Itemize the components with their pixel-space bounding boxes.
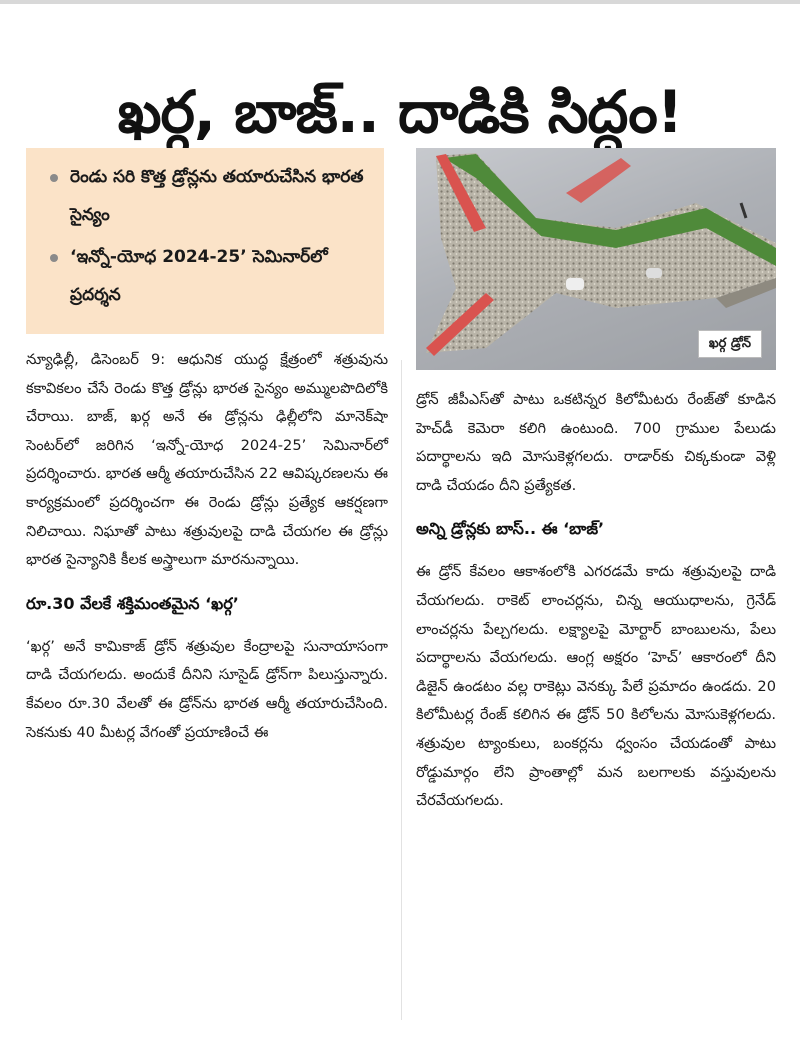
drone-photo <box>416 148 776 370</box>
summary-text: ‘ఇన్నో-యోధ 2024-25’ సెమినార్‌లో ప్రదర్శన <box>70 247 328 305</box>
subhead-baaz: అన్ని డ్రోన్లకు బాస్.. ఈ ‘బాజ్’ <box>416 519 605 539</box>
top-rule <box>0 0 800 4</box>
summary-box <box>26 148 384 334</box>
article-column-right <box>416 386 776 816</box>
article-intro: న్యూఢిల్లీ, డిసెంబర్ 9: ఆధునిక యుద్ధ క్షేత్రంలో శత్రువును కకావికలం చేసే రెండు కొత్త డ్రోన్లు భారత సైన్యం అమ్ములపొదిలోకి చేరాయి. బాజ్, ఖర్గ అనే ఈ డ్రోన్లను ఢిల్లీలోని మానెక్‌షా సెంటర్‌లో జరిగిన ‘ఇన్నో-యోధ 2024-25’ సెమినార్‌లో ప్రదర్శించారు. భారత ఆర్మీ తయారుచేసిన 22 ఆవిష్కరణలను ఈ కార్యక్రమంలో ప్రదర్శించగా ఈ రెండు డ్రోన్లు ప్రత్యేక ఆకర్షణగా నిలిచాయి. నిఘాతో పాటు శత్రువులపై దాడి చేయగల ఈ డ్రోన్లు భారత సైన్యానికి కీలక అస్త్రాలుగా మారనున్నాయి. <box>26 351 388 569</box>
bullet-icon <box>50 254 58 262</box>
bullet-icon <box>50 174 58 182</box>
headline: ఖర్గ, బాజ్.. దాడికి సిద్ధం! <box>117 77 683 146</box>
article-paragraph: ఈ డ్రోన్ కేవలం ఆకాశంలోకి ఎగరడమే కాదు శత్రువులపై దాడి చేయగలదు. రాకెట్ లాంచర్లను, చిన్న ఆయుధాలను, గ్రెనేడ్ లాంచర్లను పేల్చగలదు. లక్ష్యాలపై మోర్టార్ బాంబులను, పేలు పదార్థాలను వేయగలదు. ఆంగ్ల అక్షరం ‘హెచ్’ ఆకారంలో దీని డిజైన్ ఉండటం వల్ల రాకెట్లు వెనక్కు పేలే ప్రమాదం ఉండదు. 20 కిలోమీటర్ల రేంజ్ కలిగిన ఈ డ్రోన్ 50 కిలోలను మోసుకెళ్లగలదు. శత్రువుల ట్యాంకులు, బంకర్లను ధ్వంసం చేయడంతో పాటు రోడ్డుమార్గం లేని ప్రాంతాల్లో మన బలగాలకు వస్తువులను చేరవేయగలదు. <box>416 563 776 810</box>
article-paragraph: డ్రోన్ జీపీఎస్‌తో పాటు ఒకటిన్నర కిలోమీటరు రేంజ్‌తో కూడిన హెచ్‌డీ కెమెరా కలిగి ఉంటుంది. 700 గ్రాముల పేలుడు పదార్థాలను ఇది మోసుకెళ్లగలదు. రాడార్‌కు చిక్కకుండా వెళ్లి దాడి చేయడం దీని ప్రత్యేకత. <box>416 391 776 494</box>
summary-item <box>44 238 370 314</box>
summary-text: రెండు సరి కొత్త డ్రోన్లను తయారుచేసిన భారత సైన్యం <box>70 167 364 225</box>
column-divider <box>401 360 402 1020</box>
article-paragraph: ‘ఖర్గ’ అనే కామికాజ్ డ్రోన్ శత్రువుల కేంద్రాలపై సునాయాసంగా దాడి చేయగలదు. అందుకే దీనిని సూసైడ్ డ్రోన్‌గా పిలుస్తున్నారు. కేవలం రూ.30 వేలతో ఈ డ్రోన్‌ను భారత ఆర్మీ తయారుచేసింది. సెకనుకు 40 మీటర్ల వేగంతో ప్రయాణించే ఈ <box>26 637 388 741</box>
article-column-left <box>26 346 388 747</box>
subhead-kharga: రూ.30 వేలకే శక్తిమంతమైన ‘ఖర్గ’ <box>26 593 239 613</box>
summary-item <box>44 158 370 234</box>
photo-caption: ఖర్గ డ్రోన్ <box>698 330 762 358</box>
